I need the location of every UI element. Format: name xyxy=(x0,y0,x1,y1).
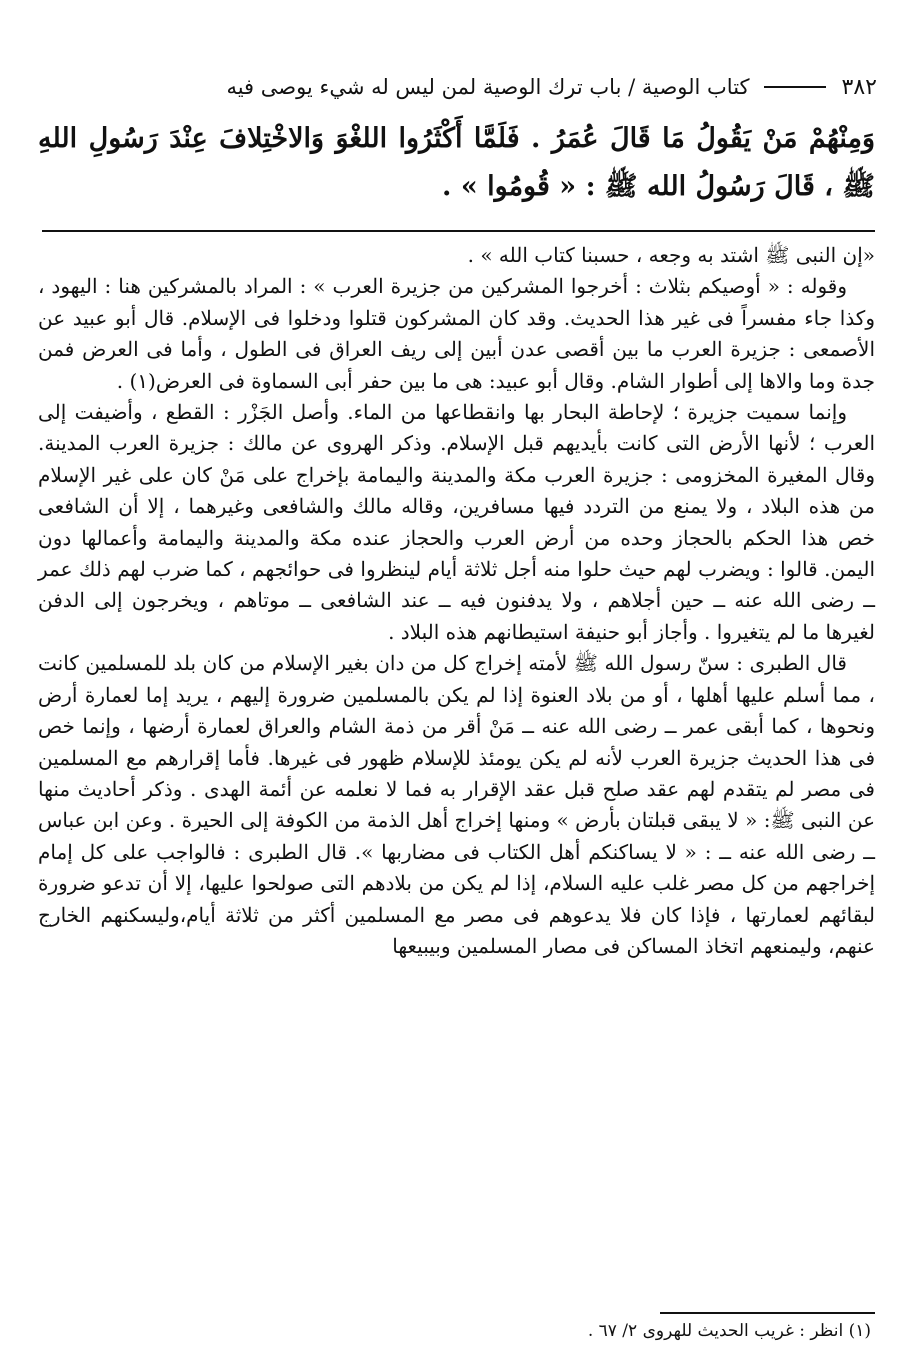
commentary-paragraph: «إن النبى ﷺ اشتد به وجعه ، حسبنا كتاب الله » . xyxy=(467,243,875,267)
commentary-body xyxy=(38,240,875,962)
hadith-text: وَمِنْهُمْ مَنْ يَقُولُ مَا قَالَ عُمَرُ . فَلَمَّا أَكْثَرُوا اللغْوَ وَالاخْتِلافَ عِنْدَ رَسُولِ اللهِ ﷺ ، قَالَ رَسُولُ الله ﷺ : « قُومُوا » . xyxy=(38,123,875,202)
commentary-paragraph: قال الطبرى : سنّ رسول الله ﷺ لأمته إخراج كل من دان بغير الإسلام من كان بلد للمسلمين كانت ، مما أسلم عليها أهلها ، أو من بلاد العنوة إذا لم يكن بالمسلمين ضرورة إليهم ، يريد إما لعمارة أرض ونحوها ، كما أبقى عمر ــ رضى الله عنه ــ مَنْ أقر من ذمة الشام والعراق لعمارة أرضها ، وإنما خص فى هذا الحديث جزيرة العرب لأنه لم يكن يومئذ للإسلام ظهور فى غيرها. فأما إقرارهم مع المسلمين فى مصر لم يتقدم لهم عقد صلح قبل عقد الإقرار به فما لا نعلمه عن أئمة الهدى . وذكر أحاديث منها عن النبى ﷺ: « لا يبقى قبلتان بأرض » ومنها إخراج أهل الذمة من الكوفة إلى الحيرة . وعن ابن عباس ــ رضى الله عنه ــ : « لا يساكنكم أهل الكتاب فى مضاربها ». قال الطبرى : فالواجب على كل إمام إخراجهم من كل مصر غلب عليه السلام، إذا لم يكن من بلادهم التى صولحوا عليها، إلا أن تدعو ضرورة لبقائهم لعمارتها ، فإذا كان فلا يدعوهم فى مصر مع المسلمين أكثر من ثلاثة أيام،وليسكنهم الخارج عنهم، وليمنعهم اتخاذ المساكن فى مصار المسلمين وبيبيعها xyxy=(38,651,875,958)
commentary-paragraph: وقوله : « أوصيكم بثلاث : أخرجوا المشركين من جزيرة العرب » : المراد بالمشركين هنا : اليهود ، وكذا جاء مفسراً فى غير هذا الحديث. وقد كان المشركون قتلوا ودخلوا فى الإسلام. قال أبو عبيد عن الأصمعى : جزيرة العرب ما بين أقصى عدن أبين إلى ريف العراق فى الطول ، وأما فى العرض فمن جدة وما والاها إلى أطوار الشام. وقال أبو عبيد: هى ما بين حفر أبى السماوة فى العرض(١) . xyxy=(38,274,875,393)
page-header xyxy=(38,70,877,104)
header-rule xyxy=(764,86,826,88)
section-divider xyxy=(42,230,875,232)
commentary-paragraph: وإنما سميت جزيرة ؛ لإحاطة البحار بها وانقطاعها من الماء. وأصل الجَزْر : القطع ، وأضيفت إلى العرب ؛ لأنها الأرض التى كانت بأيديهم قبل الإسلام. وذكر الهروى عن مالك : جزيرة العرب المدينة. وقال المغيرة المخزومى : جزيرة العرب مكة والمدينة واليمامة بإخراج على مَنْ كان على غير الإسلام من هذه البلاد ، ولا يمنع من التردد فيها مسافرين، وقاله مالك والشافعى وغيرهما ، إلا أن الشافعى خص هذا الحكم بالحجاز وحده من أرض العرب والحجاز عنده مكة والمدينة واليمامة وأعمالها دون اليمن. قالوا : ويضرب لهم حيث حلوا منه أجل ثلاثة أيام لينظروا فى حوائجهم ، كما ضرب لهم ذلك عمر ــ رضى الله عنه ــ حين أجلاهم ، ولا يدفنون فيه ــ عند الشافعى ــ موتاهم ، ويخرجون إلى الدفن لغيرها ما لم يتغيروا . وأجاز أبو حنيفة استيطانهم هذه البلاد . xyxy=(38,400,875,644)
page-number: ٣٨٢ xyxy=(841,74,877,100)
running-title: كتاب الوصية / باب ترك الوصية لمن ليس له شيء يوصى فيه xyxy=(226,75,750,99)
footnote-divider xyxy=(660,1312,875,1314)
footnote: (١) انظر : غريب الحديث للهروى ٢/ ٦٧ . xyxy=(587,1321,871,1341)
